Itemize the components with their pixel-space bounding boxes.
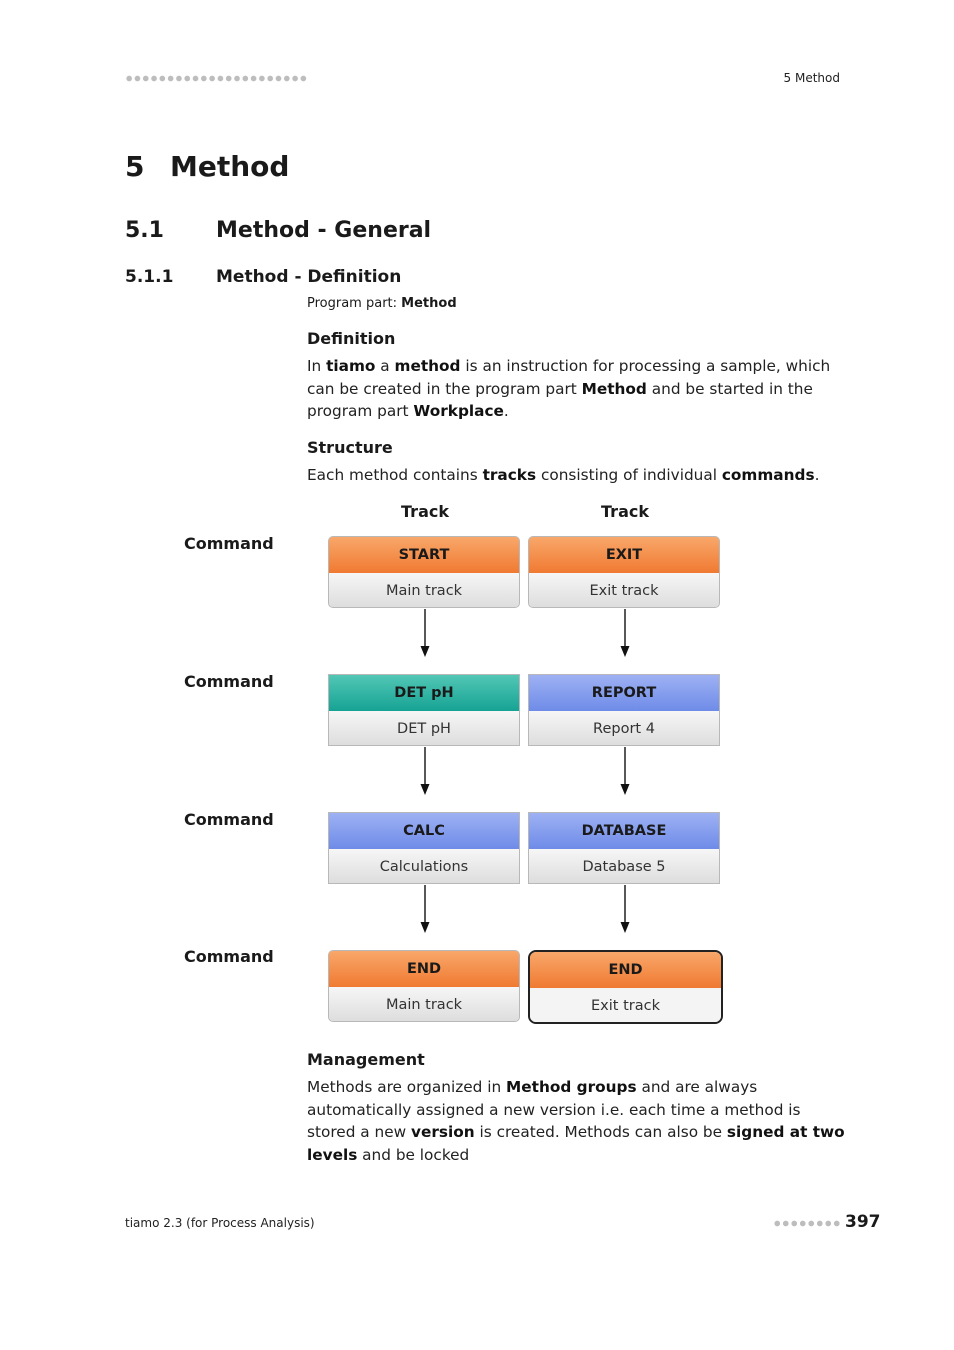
page-number: 397	[845, 1212, 881, 1232]
command-start-title: START	[329, 537, 519, 573]
command-calc-title: CALC	[329, 813, 519, 849]
running-header: 5 Method	[783, 71, 840, 85]
command-report-name: Report 4	[529, 711, 719, 746]
command-end-main-title: END	[329, 951, 519, 987]
footer-decoration-dots	[773, 1219, 841, 1228]
command-det-ph-title: DET pH	[329, 675, 519, 711]
command-end-exit[interactable]	[528, 950, 723, 1024]
management-heading: Management	[307, 1050, 425, 1069]
command-det-ph[interactable]	[328, 674, 520, 746]
structure-heading: Structure	[307, 438, 393, 457]
command-end-main[interactable]	[328, 950, 520, 1022]
section-title: Method - General	[216, 218, 432, 243]
command-database[interactable]	[528, 812, 720, 884]
command-end-exit-title: END	[530, 952, 721, 988]
subsection-heading	[125, 267, 401, 287]
subsection-title: Method - Definition	[216, 267, 402, 287]
command-report-title: REPORT	[529, 675, 719, 711]
command-exit-track: Exit track	[529, 573, 719, 608]
chapter-heading	[125, 150, 289, 183]
command-label-4: Command	[184, 947, 274, 966]
command-calc-name: Calculations	[329, 849, 519, 884]
command-det-ph-name: DET pH	[329, 711, 519, 746]
track-label-2: Track	[601, 502, 649, 521]
command-calc[interactable]	[328, 812, 520, 884]
section-number: 5.1	[125, 218, 164, 243]
command-start-track: Main track	[329, 573, 519, 608]
command-exit[interactable]	[528, 536, 720, 608]
command-label-3: Command	[184, 810, 274, 829]
command-report[interactable]	[528, 674, 720, 746]
definition-paragraph: In tiamo a method is an instruction for processing a sample, which can be created in the program part Method and be started in the program part Workplace.	[307, 357, 831, 421]
arrow-down-icon	[619, 885, 631, 933]
chapter-number: 5	[125, 150, 145, 183]
arrow-down-icon	[419, 885, 431, 933]
track-label-1: Track	[401, 502, 449, 521]
arrow-down-icon	[419, 747, 431, 795]
management-paragraph: Methods are organized in Method groups and are always automatically assigned a new version i.e. each time a method is stored a new version is created. Methods can also be signed at two levels and be locked	[307, 1078, 845, 1164]
command-label-2: Command	[184, 672, 274, 691]
command-exit-title: EXIT	[529, 537, 719, 573]
structure-paragraph: Each method contains tracks consisting of individual commands.	[307, 466, 820, 484]
arrow-down-icon	[419, 609, 431, 657]
section-heading	[125, 218, 431, 243]
chapter-title: Method	[170, 150, 290, 183]
header-decoration-dots	[125, 74, 307, 83]
command-database-title: DATABASE	[529, 813, 719, 849]
command-label-1: Command	[184, 534, 274, 553]
command-start[interactable]	[328, 536, 520, 608]
arrow-down-icon	[619, 609, 631, 657]
command-end-exit-track: Exit track	[530, 988, 721, 1024]
definition-heading: Definition	[307, 329, 396, 348]
footer-product: tiamo 2.3 (for Process Analysis)	[125, 1216, 315, 1230]
command-end-main-track: Main track	[329, 987, 519, 1022]
command-database-name: Database 5	[529, 849, 719, 884]
subsection-number: 5.1.1	[125, 267, 174, 287]
program-part: Program part: Method	[307, 296, 457, 311]
arrow-down-icon	[619, 747, 631, 795]
